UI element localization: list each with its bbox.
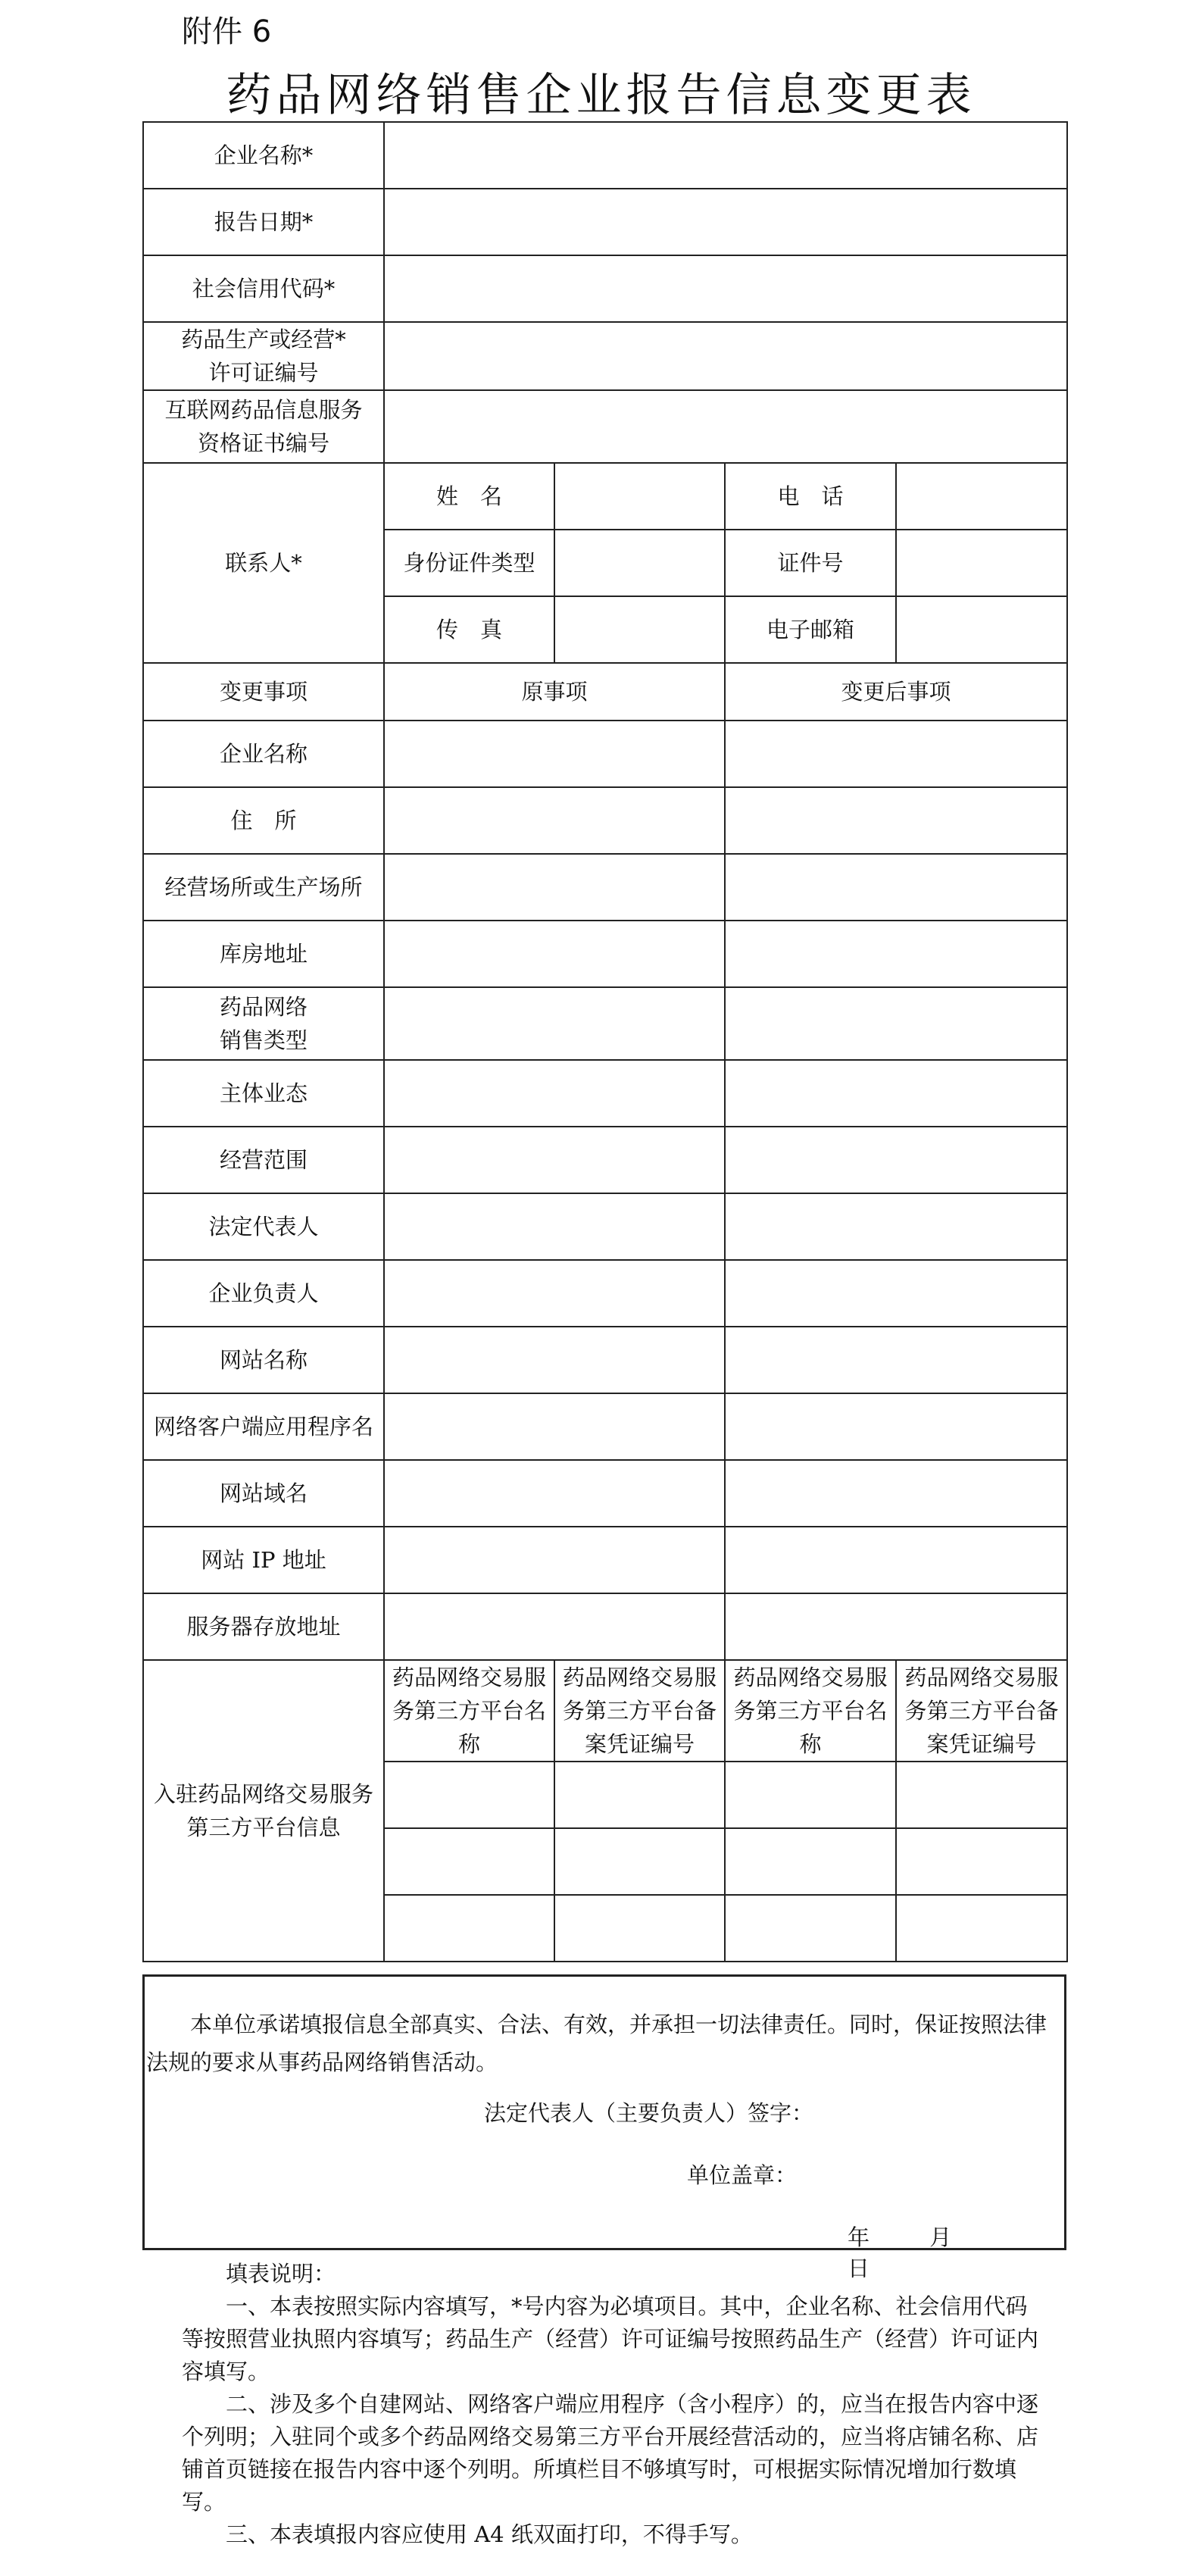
label-platform: 入驻药品网络交易服务第三方平台信息 [143, 1660, 384, 1962]
label-change-item: 企业负责人 [143, 1260, 384, 1327]
label-change-item: 网站域名 [143, 1460, 384, 1527]
field-fax[interactable] [554, 596, 725, 663]
field-platform-cell[interactable] [384, 1762, 554, 1828]
header-platform-name-1: 药品网络交易服务第三方平台名称 [384, 1660, 554, 1762]
label-change-item: 药品网络 销售类型 [143, 987, 384, 1060]
row-change-item [143, 1460, 1067, 1527]
field-before[interactable] [384, 1593, 725, 1660]
label-license-no: 药品生产或经营* 许可证编号 [143, 322, 384, 390]
field-after[interactable] [725, 921, 1067, 987]
field-after[interactable] [725, 1260, 1067, 1327]
label-internet-cert: 互联网药品信息服务 资格证书编号 [143, 390, 384, 463]
row-contact-1 [143, 463, 1067, 530]
field-after[interactable] [725, 1193, 1067, 1260]
field-email[interactable] [896, 596, 1067, 663]
field-platform-cell[interactable] [384, 1828, 554, 1895]
field-before[interactable] [384, 721, 725, 787]
field-platform-cell[interactable] [554, 1895, 725, 1962]
field-before[interactable] [384, 1260, 725, 1327]
label-change-item: 企业名称 [143, 721, 384, 787]
label-change-item: 网站名称 [143, 1327, 384, 1393]
row-change-item [143, 1127, 1067, 1193]
row-company-name [143, 122, 1067, 189]
field-after[interactable] [725, 1593, 1067, 1660]
field-before[interactable] [384, 1393, 725, 1460]
field-before[interactable] [384, 1193, 725, 1260]
day-label: 日 [848, 2256, 870, 2281]
field-platform-cell[interactable] [896, 1762, 1067, 1828]
row-internet-cert [143, 390, 1067, 463]
field-after[interactable] [725, 1060, 1067, 1127]
field-after[interactable] [725, 1327, 1067, 1393]
row-change-item [143, 1060, 1067, 1127]
header-platform-name-2: 药品网络交易服务第三方平台名称 [725, 1660, 896, 1762]
label-change-item: 服务器存放地址 [143, 1593, 384, 1660]
label-contact: 联系人* [143, 463, 384, 663]
attachment-label: 附件 6 [182, 14, 272, 49]
label-change-item: 主体业态 [143, 1060, 384, 1127]
field-platform-cell[interactable] [725, 1762, 896, 1828]
field-company-name[interactable] [384, 122, 1067, 189]
label-email: 电子邮箱 [725, 596, 896, 663]
field-platform-cell[interactable] [384, 1895, 554, 1962]
field-platform-cell[interactable] [725, 1828, 896, 1895]
field-contact-name[interactable] [554, 463, 725, 530]
year-label: 年 [848, 2224, 870, 2250]
row-change-item [143, 987, 1067, 1060]
label-change-item: 法定代表人 [143, 1193, 384, 1260]
label-change-item: 经营场所或生产场所 [143, 854, 384, 921]
row-change-item [143, 1260, 1067, 1327]
field-after[interactable] [725, 787, 1067, 854]
month-label: 月 [929, 2224, 952, 2250]
row-report-date [143, 189, 1067, 255]
header-before: 原事项 [384, 663, 725, 721]
label-fax: 传 真 [384, 596, 554, 663]
row-license-no [143, 322, 1067, 390]
field-internet-cert[interactable] [384, 390, 1067, 463]
row-change-item [143, 1593, 1067, 1660]
instruction-item: 三、本表填报内容应使用 A4 纸双面打印，不得手写。 [226, 2521, 753, 2547]
instruction-item: 二、涉及多个自建网站、网络客户端应用程序（含小程序）的，应当在报告内容中逐个列明；入驻同个或多个药品网络交易第三方平台开展经营活动的，应当将店铺名称、店铺首页链接在报告内容中逐个列明。所填栏目不够填写时，可根据实际情况增加行数填写。 [182, 2391, 1039, 2515]
row-change-header [143, 663, 1067, 721]
header-platform-cert-1: 药品网络交易服务第三方平台备案凭证编号 [554, 1660, 725, 1762]
row-change-item [143, 854, 1067, 921]
label-report-date: 报告日期* [143, 189, 384, 255]
label-change-item: 网站 IP 地址 [143, 1527, 384, 1593]
row-platform-header [143, 1660, 1067, 1762]
header-platform-cert-2: 药品网络交易服务第三方平台备案凭证编号 [896, 1660, 1067, 1762]
signature-label: 法定代表人（主要负责人）签字： [484, 2100, 814, 2126]
row-change-item [143, 1327, 1067, 1393]
row-change-item [143, 787, 1067, 854]
label-change-item: 库房地址 [143, 921, 384, 987]
field-platform-cell[interactable] [896, 1895, 1067, 1962]
fill-instructions [182, 2258, 1045, 2551]
field-platform-cell[interactable] [725, 1895, 896, 1962]
label-contact-name: 姓 名 [384, 463, 554, 530]
field-before[interactable] [384, 787, 725, 854]
field-before[interactable] [384, 1527, 725, 1593]
label-credit-code: 社会信用代码* [143, 255, 384, 322]
declaration-text: 本单位承诺填报信息全部真实、合法、有效，并承担一切法律责任。同时，保证按照法律法规的要求从事药品网络销售活动。 [146, 2012, 1047, 2075]
field-after[interactable] [725, 854, 1067, 921]
instruction-item: 一、本表按照实际内容填写，*号内容为必填项目。其中，企业名称、社会信用代码等按照营业执照内容填写；药品生产（经营）许可证编号按照药品生产（经营）许可证内容填写。 [182, 2293, 1039, 2384]
report-form-table [142, 121, 1068, 1962]
label-change-item: 经营范围 [143, 1127, 384, 1193]
header-after: 变更后事项 [725, 663, 1067, 721]
row-change-item [143, 1193, 1067, 1260]
row-change-item [143, 1527, 1067, 1593]
instructions-heading: 填表说明： [226, 2261, 336, 2287]
field-platform-cell[interactable] [896, 1828, 1067, 1895]
field-before[interactable] [384, 1460, 725, 1527]
row-change-item [143, 721, 1067, 787]
header-change-item: 变更事项 [143, 663, 384, 721]
field-license-no[interactable] [384, 322, 1067, 390]
page-title: 药品网络销售企业报告信息变更表 [226, 69, 976, 122]
row-change-item [143, 1393, 1067, 1460]
field-before[interactable] [384, 1327, 725, 1393]
field-after[interactable] [725, 1527, 1067, 1593]
field-platform-cell[interactable] [554, 1762, 725, 1828]
label-id-type: 身份证件类型 [384, 530, 554, 596]
row-credit-code [143, 255, 1067, 322]
field-report-date[interactable] [384, 189, 1067, 255]
field-after[interactable] [725, 1393, 1067, 1460]
label-contact-phone: 电 话 [725, 463, 896, 530]
field-contact-phone[interactable] [896, 463, 1067, 530]
row-change-item [143, 921, 1067, 987]
field-id-no[interactable] [896, 530, 1067, 596]
field-after[interactable] [725, 1460, 1067, 1527]
field-before[interactable] [384, 1127, 725, 1193]
field-id-type[interactable] [554, 530, 725, 596]
field-before[interactable] [384, 987, 725, 1060]
field-after[interactable] [725, 721, 1067, 787]
label-company-name: 企业名称* [143, 122, 384, 189]
field-platform-cell[interactable] [554, 1828, 725, 1895]
field-before[interactable] [384, 921, 725, 987]
seal-label: 单位盖章： [687, 2162, 798, 2188]
field-after[interactable] [725, 1127, 1067, 1193]
field-credit-code[interactable] [384, 255, 1067, 322]
label-change-item: 住 所 [143, 787, 384, 854]
field-before[interactable] [384, 854, 725, 921]
field-before[interactable] [384, 1060, 725, 1127]
field-after[interactable] [725, 987, 1067, 1060]
label-change-item: 网络客户端应用程序名 [143, 1393, 384, 1460]
label-id-no: 证件号 [725, 530, 896, 596]
